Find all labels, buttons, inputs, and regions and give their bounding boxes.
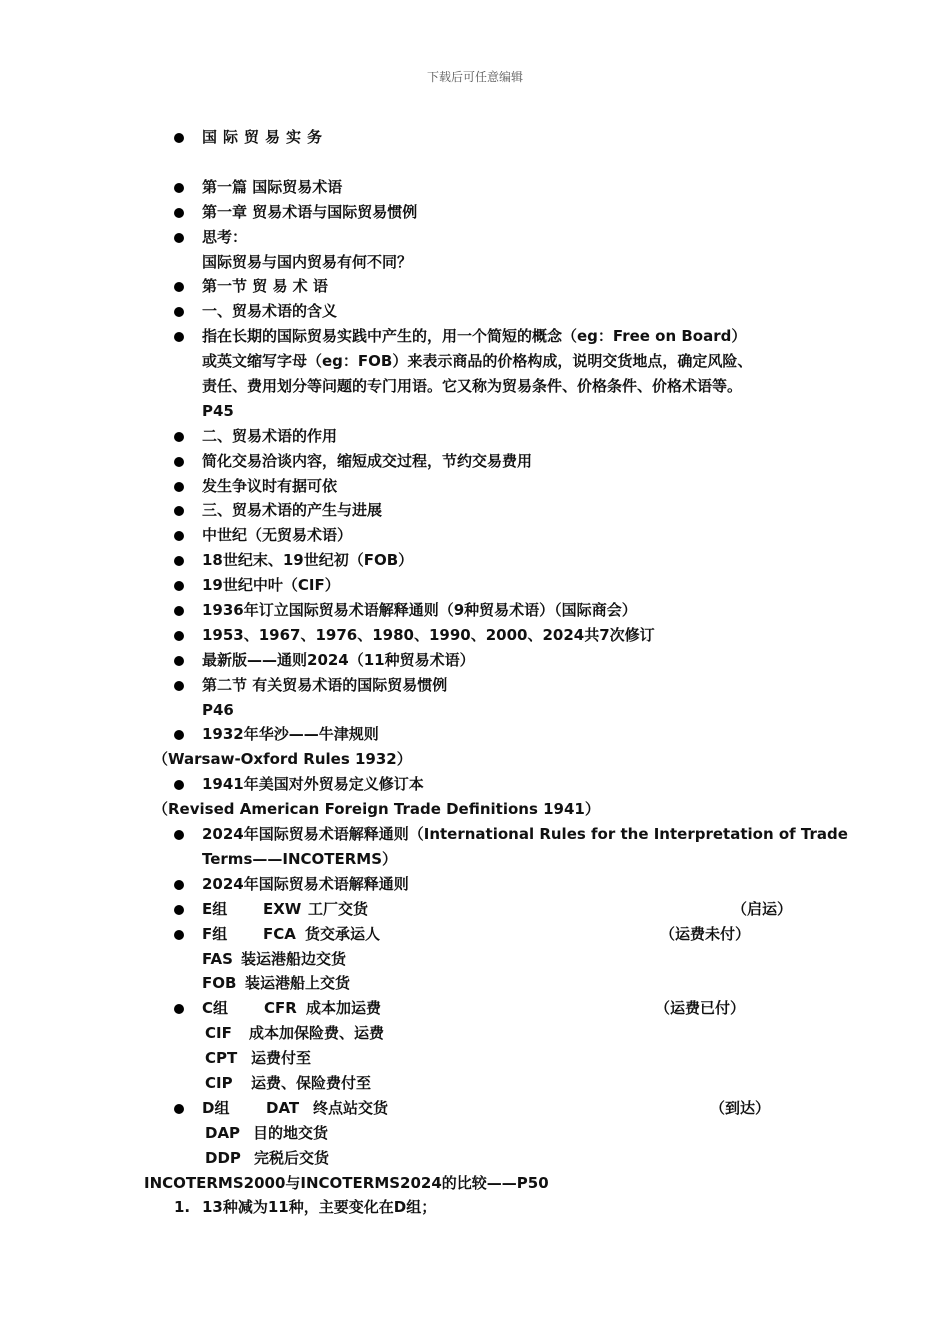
text-line: 或英文缩写字母（eg：FOB）来表示商品的价格构成，说明交货地点，确定风险、 [202, 352, 753, 371]
term-desc: 目的地交货 [253, 1123, 329, 1142]
text-line: 18世纪末、19世纪初（FOB） [202, 551, 414, 570]
bullet-icon [174, 556, 184, 566]
bullet-icon [174, 1104, 184, 1114]
page-header: 下载后可任意编辑 [426, 70, 523, 84]
text-line: （Warsaw-Oxford Rules 1932） [153, 750, 412, 769]
list-item [0, 424, 950, 449]
term-desc: 运费、保险费付至 [251, 1073, 372, 1092]
text-line: 国际贸易与国内贸易有何不同？ [202, 252, 413, 271]
term-row [0, 1046, 950, 1071]
term-desc: 运费付至 [251, 1049, 312, 1068]
list-item [0, 648, 950, 673]
term-desc: 工厂交货 [308, 899, 369, 918]
term-row [0, 922, 950, 947]
text-line: Terms——INCOTERMS） [202, 849, 398, 868]
text-line [0, 847, 950, 872]
list-item [0, 822, 950, 847]
list-item [0, 548, 950, 573]
list-item [0, 200, 950, 225]
list-item [0, 175, 950, 200]
text-line: 1941年美国对外贸易定义修订本 [202, 775, 424, 794]
text-line [0, 399, 950, 424]
bullet-icon [174, 631, 184, 641]
bullet-icon [174, 208, 184, 218]
text-line: 19世纪中叶（CIF） [202, 576, 340, 595]
term-code: EXW [263, 899, 302, 918]
term-row [0, 1096, 950, 1121]
text-line [0, 797, 950, 822]
text-line: 二、贸易术语的作用 [202, 426, 338, 445]
text-line [0, 349, 950, 374]
list-item [0, 449, 950, 474]
item-number: 1. [174, 1198, 191, 1217]
list-item [0, 722, 950, 747]
bullet-icon [174, 830, 184, 840]
list-item [0, 274, 950, 299]
page-ref: P46 [202, 700, 234, 719]
term-note: （到达） [710, 1098, 771, 1117]
term-row [0, 971, 950, 996]
term-row [0, 947, 950, 972]
bullet-icon [174, 930, 184, 940]
text-line: 1932年华沙——牛津规则 [202, 725, 379, 744]
list-item [0, 125, 950, 150]
text-line: 1936年订立国际贸易术语解释通则（9种贸易术语）（国际商会） [202, 601, 637, 620]
list-item [0, 573, 950, 598]
text-line [0, 250, 950, 275]
list-item [0, 598, 950, 623]
text-line [0, 698, 950, 723]
text-line: 简化交易洽谈内容，缩短成交过程，节约交易费用 [202, 451, 533, 470]
section-title: 第二节 有关贸易术语的国际贸易惯例 [202, 675, 448, 694]
text-line: （Revised American Foreign Trade Definitions 1941） [153, 800, 600, 819]
text-line: 2024年国际贸易术语解释通则 [202, 874, 409, 893]
term-desc: 成本加运费 [306, 999, 382, 1018]
text-line [0, 747, 950, 772]
bullet-icon [174, 183, 184, 193]
bullet-icon [174, 482, 184, 492]
text-line: 三、贸易术语的产生与进展 [202, 501, 383, 520]
bullet-icon [174, 233, 184, 243]
bullet-icon [174, 432, 184, 442]
term-desc: 货交承运人 [305, 924, 381, 943]
bullet-icon [174, 656, 184, 666]
term-code: DAT [266, 1098, 300, 1117]
list-item [0, 772, 950, 797]
term-desc: 完税后交货 [254, 1148, 330, 1167]
bullet-icon [174, 905, 184, 915]
numbered-item [0, 1195, 950, 1220]
term-note: （运费未付） [660, 924, 751, 943]
text-line: 发生争议时有据可依 [202, 476, 338, 495]
term-code: FOB [202, 974, 237, 993]
page-ref: P45 [202, 401, 234, 420]
text-line: 指在长期的国际贸易实践中产生的，用一个简短的概念（eg：Free on Board） [202, 327, 747, 346]
list-item [0, 523, 950, 548]
term-code: FAS [202, 949, 233, 968]
part-title: 第一篇 国际贸易术语 [202, 177, 343, 196]
section-title: 第一节 贸 易 术 语 [202, 277, 328, 296]
comparison-heading [0, 1171, 950, 1196]
term-group: D组 [202, 1098, 230, 1117]
text-line: 2024年国际贸易术语解释通则（International Rules for the Interpretation of Trade [202, 825, 848, 844]
bullet-icon [174, 457, 184, 467]
bullet-icon [174, 506, 184, 516]
term-group: C组 [202, 999, 229, 1018]
text-line: 一、贸易术语的含义 [202, 302, 338, 321]
term-row [0, 1071, 950, 1096]
list-item [0, 474, 950, 499]
term-note: （运费已付） [655, 999, 746, 1018]
bullet-icon [174, 133, 184, 143]
bullet-icon [174, 780, 184, 790]
bullet-icon [174, 606, 184, 616]
term-code: FCA [263, 924, 296, 943]
text-line: 思考： [202, 227, 248, 246]
text-line: 中世纪（无贸易术语） [202, 526, 353, 545]
term-code: CFR [264, 999, 297, 1018]
list-item [0, 324, 950, 349]
term-code: DDP [205, 1148, 241, 1167]
term-desc: 终点站交货 [313, 1098, 389, 1117]
list-item [0, 872, 950, 897]
term-row [0, 1121, 950, 1146]
comparison-title: INCOTERMS2000与INCOTERMS2024的比较——P50 [144, 1173, 549, 1192]
bullet-icon [174, 581, 184, 591]
text-line [0, 374, 950, 399]
term-group: F组 [202, 924, 228, 943]
chapter-title: 第一章 贸易术语与国际贸易惯例 [202, 202, 418, 221]
term-code: CPT [205, 1049, 238, 1068]
text-line: 最新版——通则2024（11种贸易术语） [202, 650, 475, 669]
term-code: CIP [205, 1073, 233, 1092]
document-body [0, 125, 950, 1220]
term-row [0, 996, 950, 1021]
list-item [0, 225, 950, 250]
doc-title: 国际贸易实务 [202, 128, 329, 146]
bullet-icon [174, 282, 184, 292]
term-row [0, 897, 950, 922]
bullet-icon [174, 531, 184, 541]
list-item [0, 299, 950, 324]
term-desc: 装运港船边交货 [241, 949, 347, 968]
bullet-icon [174, 730, 184, 740]
term-row [0, 1146, 950, 1171]
term-desc: 装运港船上交货 [245, 974, 351, 993]
text-line: 责任、费用划分等问题的专门用语。它又称为贸易条件、价格条件、价格术语等。 [202, 377, 743, 396]
term-code: CIF [205, 1024, 232, 1043]
bullet-icon [174, 307, 184, 317]
term-row [0, 1021, 950, 1046]
text-line: 1953、1967、1976、1980、1990、2000、2024共7次修订 [202, 625, 655, 644]
list-item [0, 623, 950, 648]
bullet-icon [174, 332, 184, 342]
bullet-icon [174, 681, 184, 691]
term-group: E组 [202, 899, 228, 918]
list-item [0, 498, 950, 523]
bullet-icon [174, 1004, 184, 1014]
term-note: （启运） [732, 899, 793, 918]
bullet-icon [174, 880, 184, 890]
list-item [0, 673, 950, 698]
term-code: DAP [205, 1123, 241, 1142]
text-line: 13种减为11种，主要变化在D组； [202, 1198, 437, 1217]
term-desc: 成本加保险费、运费 [249, 1024, 385, 1043]
